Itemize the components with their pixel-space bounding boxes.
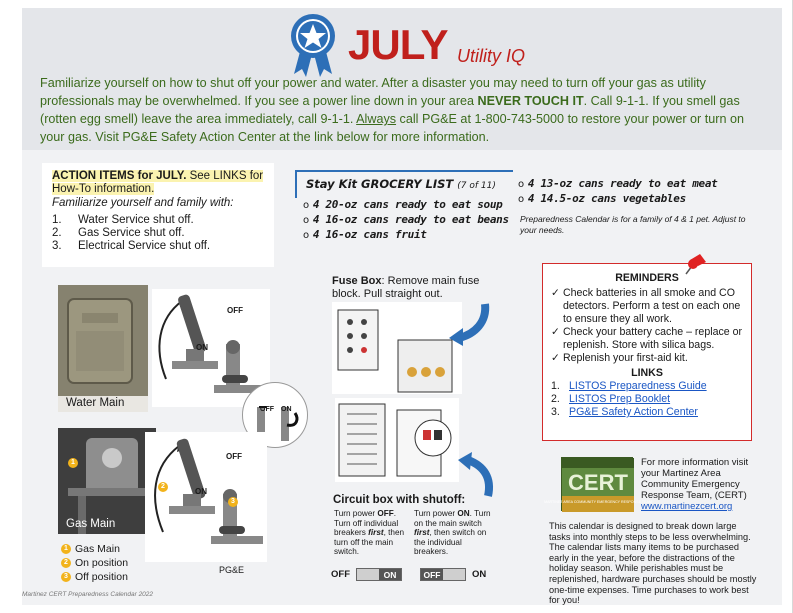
arrow-icon bbox=[445, 300, 491, 348]
grocery-item: o 4 16-oz cans ready to eat beans bbox=[303, 213, 509, 226]
intro-paragraph: Familiarize yourself on how to shut off your power and water. After a disaster you may need to turn off your gas as utility professionals may be overwhelmed. If you see a power line down in your area NEVER TOUCH IT. Call 9-1-1. If you smell gas (rotten egg smell) leave the area immediately, call 9-1-1. Always call PG&E at 1-800-743-5000 to restore your power or turn on your gas. Visit PG&E Safety Action Center at the link below for more information. bbox=[40, 76, 744, 144]
gas-legend bbox=[61, 542, 128, 584]
water-main-label: Water Main bbox=[66, 397, 125, 409]
gas-off-tag: OFF bbox=[226, 452, 242, 461]
cert-logo-icon bbox=[544, 458, 652, 512]
grocery-title: Stay Kit GROCERY LIST (7 of 11) bbox=[306, 177, 496, 191]
cert-info: For more information visit your Martinez Area Community Emergency Response Team, (CERT) www.martinezcert.org bbox=[641, 457, 749, 512]
action-items-subheading: Familiarize yourself and family with: bbox=[52, 197, 234, 209]
grocery-item: o 4 16-oz cans fruit bbox=[303, 228, 427, 241]
action-items-heading: ACTION ITEMS for JULY. bbox=[52, 170, 187, 182]
pge-safety-link[interactable]: PG&E Safety Action Center bbox=[569, 406, 698, 418]
grocery-item: o 4 14.5-oz cans vegetables bbox=[518, 192, 686, 205]
pge-label: PG&E bbox=[219, 565, 245, 575]
on-tag: ON bbox=[196, 343, 208, 352]
water-meter-cover-icon bbox=[58, 285, 148, 396]
marker-1-icon: 1 bbox=[68, 458, 78, 468]
water-main-photo bbox=[58, 285, 148, 396]
legend-item: 2 On position bbox=[61, 556, 128, 570]
fuse-box-illustration bbox=[332, 302, 462, 394]
legend-item: 3 Off position bbox=[61, 570, 128, 584]
checkmark-icon: ✓ bbox=[551, 352, 560, 364]
circuit-box-icon bbox=[335, 398, 459, 482]
grocery-note: Preparedness Calendar is for a family of 4 & 1 pet. Adjust to your needs. bbox=[520, 214, 746, 235]
svg-text:CERT: CERT bbox=[568, 470, 628, 495]
arrow-up-icon bbox=[454, 450, 494, 500]
reminder-item: ✓ Check your battery cache – replace or replenish. Store with silica bags. bbox=[551, 326, 743, 351]
gas-valve-illustration bbox=[145, 432, 267, 562]
reminders-title: REMINDERS bbox=[615, 272, 679, 284]
pushpin-icon bbox=[680, 252, 708, 278]
action-items-list bbox=[52, 214, 264, 253]
reminders-box bbox=[542, 263, 752, 441]
links-title: LINKS bbox=[631, 367, 663, 379]
toggle-switch-icon: ON bbox=[356, 568, 402, 581]
calendar-note: This calendar is designed to break down large tasks into monthly steps to be less overwhelming. The calendar lists many items to be purchased early in the year, before the distractions of the holiday season. While perishables must be replenished, hardware purchases should be mostly one-time expenses. Time purchases to work best for you! bbox=[549, 521, 757, 606]
link-item: 2. LISTOS Prep Booklet bbox=[551, 393, 671, 405]
list-item: 2. Gas Service shut off. bbox=[52, 227, 185, 239]
power-off-instructions: Turn power OFF. Turn off individual breakers first, then turn off the main switch. bbox=[334, 509, 405, 557]
footer-credit: Martinez CERT Preparedness Calendar 2022 bbox=[22, 591, 154, 598]
ribbon-badge-icon bbox=[288, 12, 338, 78]
grocery-item: o 4 20-oz cans ready to eat soup bbox=[303, 198, 503, 211]
marker-2-icon: 2 bbox=[158, 482, 168, 492]
checkmark-icon: ✓ bbox=[551, 287, 560, 299]
off-tag: OFF bbox=[227, 306, 243, 315]
circuit-box-illustration bbox=[335, 398, 459, 482]
gas-wrench-icon bbox=[145, 432, 267, 562]
gas-main-label: Gas Main bbox=[66, 518, 116, 530]
checkmark-icon: ✓ bbox=[551, 326, 560, 338]
fuse-box-icon bbox=[332, 302, 462, 394]
grocery-list bbox=[295, 170, 750, 244]
list-item: 3. Electrical Service shut off. bbox=[52, 240, 211, 252]
reminder-item: ✓ Replenish your first-aid kit. bbox=[551, 352, 688, 364]
gas-on-tag: ON bbox=[195, 487, 207, 496]
listos-booklet-link[interactable]: LISTOS Prep Booklet bbox=[569, 393, 671, 405]
listos-guide-link[interactable]: LISTOS Preparedness Guide bbox=[569, 380, 707, 392]
toggle-switch-icon: OFF bbox=[420, 568, 466, 581]
switch-on-diagram: OFF ON bbox=[414, 565, 486, 583]
link-item: 1. LISTOS Preparedness Guide bbox=[551, 380, 707, 392]
link-item: 3. PG&E Safety Action Center bbox=[551, 406, 698, 418]
page-subtitle: Utility IQ bbox=[457, 46, 526, 66]
svg-text:MARTINEZ AREA COMMUNITY EMERGE: MARTINEZ AREA COMMUNITY EMERGENCY RESPONSE TEAM bbox=[544, 500, 652, 504]
calendar-page: JULY Utility IQ Familiarize yourself on how to shut off your power and water. After a disaster you may need to turn off your gas as utility professionals may be overwhelmed. If you see a power line down in your area NEVER TOUCH IT. Call 9-1-1. If you smell gas (rotten egg smell) leave the area immediately, call 9-1-1. Always call PG&E at 1-800-743-5000 to restore your power or turn on your gas. Visit PG&E Safety Action Center at the link below for more information. ACTION ITEMS for JULY. See LINKS for How-To information. Familiarize yourself and family with: 1. Water Service shut off. 2. Gas Service shut off. 3. Electrical Service shut off. Stay Kit GROCERY LIST (7 of 11) o 4 20-oz cans ready to eat soup o 4 16-oz cans ready to eat beans o 4 16-oz cans fruit o 4 13-oz cans ready to eat meat o 4 14.5-oz cans vegetables Preparedness Calendar is for a family of 4 & 1 pet. Adjust to your needs. Water Main OFF ON OFF ON 1 Gas Main 2 3 OFF ON 1 Gas Main 2 On position 3 Off position PG&E Fuse Box: Remove main fuse block. Pull straight out. Circuit box with shutoff: Turn power OFF. Turn off individual breakers first, then turn off the main switch. Turn power ON. Turn on the main switch first, then switch on the individual breakers. OFF ON OFF ON REMINDERS ✓ Check batteries in all smoke and CO detectors. Perform a test on each one to ensure they all work. ✓ Check your battery cache – replace or replenish. Store with silica bags. ✓ Replenish your first-aid kit. LINKS 1. LISTOS Preparedness Guide 2. LISTOS Prep Booklet 3. PG&E Safety Action Center CERT MARTINEZ AREA COMMUNITY EMERGENCY RESPONSE TEAM For more information visit your Martinez Area Community Emergency Response Team, (CERT) www.martinezcert.org This calendar is designed to break down large tasks into monthly steps to be less overwhelming. The calendar lists many items to be purchased early in the year, before the distractions of the holiday season. While perishables must be replenished, hardware purchases should be mostly one-time expenses. Time purchases to work best for you! Martinez CERT Preparedness Calendar 2022 bbox=[0, 0, 793, 613]
page-title: JULY bbox=[348, 21, 448, 68]
legend-item: 1 Gas Main bbox=[61, 542, 128, 556]
marker-3-icon: 3 bbox=[228, 497, 238, 507]
cert-website-link[interactable]: www.martinezcert.org bbox=[641, 501, 733, 512]
list-item: 1. Water Service shut off. bbox=[52, 214, 194, 226]
reminder-item: ✓ Check batteries in all smoke and CO detectors. Perform a test on each one to ensure they all work. bbox=[551, 287, 741, 325]
cert-logo bbox=[544, 457, 652, 511]
action-items-box: ACTION ITEMS for JULY. See LINKS for How-To information. Familiarize yourself and family with: 1. Water Service shut off. 2. Gas Service shut off. 3. Electrical Service shut off. bbox=[42, 163, 274, 267]
switch-off-diagram: OFF ON bbox=[331, 565, 408, 583]
fuse-box-label: Fuse Box: Remove main fuse block. Pull straight out. bbox=[332, 275, 480, 300]
power-on-instructions: Turn power ON. Turn on the main switch first, then switch on the individual breakers. bbox=[414, 509, 491, 557]
circuit-box-heading: Circuit box with shutoff: bbox=[333, 494, 466, 506]
grocery-item: o 4 13-oz cans ready to eat meat bbox=[518, 177, 718, 190]
